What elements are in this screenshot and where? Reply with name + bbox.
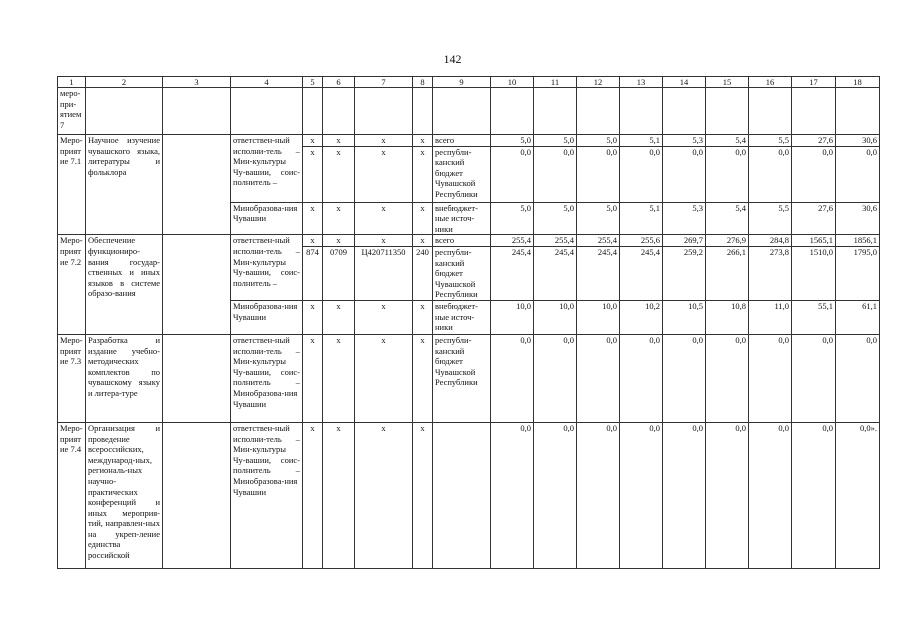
value-cell: 0,0 <box>491 146 534 202</box>
value-cell: 0,0 <box>620 422 663 568</box>
code-cell: х <box>355 235 413 247</box>
value-cell: 5,0 <box>534 202 577 235</box>
value-cell: 255,6 <box>620 235 663 247</box>
value-cell: 30,6 <box>836 202 880 235</box>
column-header: 18 <box>836 77 880 88</box>
code-cell: х <box>355 334 413 422</box>
code-cell: х <box>413 235 433 247</box>
table-row <box>58 88 880 135</box>
code-cell: 0709 <box>323 246 355 300</box>
value-cell: 0,0». <box>836 422 880 568</box>
column-header: 13 <box>620 77 663 88</box>
value-cell: 269,7 <box>663 235 706 247</box>
funding-source-cell: внебюджет-ные источ-ники <box>433 202 491 235</box>
code-cell: х <box>413 334 433 422</box>
table-row <box>58 235 880 247</box>
empty-cell <box>534 88 577 135</box>
value-cell: 0,0 <box>534 334 577 422</box>
code-cell: х <box>355 146 413 202</box>
event-label-cell: Меро-приятие 7.1 <box>58 135 86 235</box>
value-cell: 245,4 <box>620 246 663 300</box>
value-cell: 5,0 <box>577 135 620 147</box>
value-cell: 0,0 <box>620 146 663 202</box>
code-cell: х <box>303 235 323 247</box>
value-cell: 0,0 <box>749 422 792 568</box>
value-cell: 0,0 <box>534 146 577 202</box>
empty-cell <box>163 422 231 568</box>
funding-source-cell: республи-канский бюджет Чувашской Республики <box>433 334 491 422</box>
page-number: 142 <box>443 52 462 66</box>
value-cell: 0,0 <box>749 146 792 202</box>
value-cell: 0,0 <box>577 334 620 422</box>
column-header: 9 <box>433 77 491 88</box>
code-cell: х <box>323 135 355 147</box>
event-label-cell: Меро-приятие 7.2 <box>58 235 86 335</box>
responsible-cell: ответствен-ный исполни-тель – Мин-культуры Чу-вашии, соис-полнитель – <box>231 135 303 203</box>
empty-cell <box>706 88 749 135</box>
responsible-cell: ответствен-ный исполни-тель – Мин-культуры Чу-вашии, соис-полнитель – Минобразова-ния Чувашии <box>231 422 303 568</box>
value-cell: 5,4 <box>706 135 749 147</box>
column-header: 5 <box>303 77 323 88</box>
value-cell: 266,1 <box>706 246 749 300</box>
event-name-cell: Организация и проведение всероссийских, международ-ных, региональ-ных научно-практических конференций и иных мероприя-тий, направлен-ных на укреп-ление единства российской <box>86 422 163 568</box>
value-cell: 0,0 <box>706 146 749 202</box>
empty-cell <box>577 88 620 135</box>
event-name-cell: Разработка и издание учебно-методических комплектов по чувашскому языку и литера-туре <box>86 334 163 422</box>
code-cell: х <box>323 202 355 235</box>
code-cell: х <box>355 135 413 147</box>
code-cell: 874 <box>303 246 323 300</box>
code-cell: х <box>323 146 355 202</box>
value-cell: 55,1 <box>792 300 836 334</box>
funding-source-cell: всего <box>433 235 491 247</box>
value-cell: 259,2 <box>663 246 706 300</box>
column-header: 12 <box>577 77 620 88</box>
event-label-cell: Меро-приятие 7.3 <box>58 334 86 422</box>
code-cell: х <box>355 202 413 235</box>
budget-table <box>57 76 880 569</box>
column-header: 15 <box>706 77 749 88</box>
responsible-cell: ответствен-ный исполни-тель – Мин-культуры Чу-вашии, соис-полнитель – <box>231 235 303 301</box>
column-header: 10 <box>491 77 534 88</box>
column-header: 4 <box>231 77 303 88</box>
value-cell: 5,5 <box>749 202 792 235</box>
empty-cell <box>163 235 231 335</box>
empty-cell <box>620 88 663 135</box>
value-cell: 5,3 <box>663 135 706 147</box>
value-cell: 1795,0 <box>836 246 880 300</box>
empty-cell <box>323 88 355 135</box>
column-header: 17 <box>792 77 836 88</box>
value-cell: 273,8 <box>749 246 792 300</box>
value-cell: 5,4 <box>706 202 749 235</box>
funding-source-cell <box>433 422 491 568</box>
value-cell: 5,1 <box>620 135 663 147</box>
empty-cell <box>163 135 231 235</box>
column-header: 8 <box>413 77 433 88</box>
value-cell: 30,6 <box>836 135 880 147</box>
code-cell: х <box>323 300 355 334</box>
code-cell: х <box>323 422 355 568</box>
empty-cell <box>163 88 231 135</box>
column-header: 11 <box>534 77 577 88</box>
value-cell: 0,0 <box>534 422 577 568</box>
code-cell: х <box>413 422 433 568</box>
funding-source-cell: республи-канский бюджет Чувашской Республики <box>433 146 491 202</box>
column-header: 7 <box>355 77 413 88</box>
table-row <box>58 422 880 568</box>
code-cell: х <box>303 300 323 334</box>
value-cell: 10,0 <box>577 300 620 334</box>
value-cell: 5,0 <box>491 135 534 147</box>
code-cell: х <box>413 135 433 147</box>
empty-cell <box>86 88 163 135</box>
value-cell: 0,0 <box>663 422 706 568</box>
responsible-cell: Минобразова-ния Чувашии <box>231 300 303 334</box>
value-cell: 0,0 <box>792 146 836 202</box>
value-cell: 27,6 <box>792 202 836 235</box>
value-cell: 10,0 <box>491 300 534 334</box>
column-header: 1 <box>58 77 86 88</box>
value-cell: 5,5 <box>749 135 792 147</box>
value-cell: 1510,0 <box>792 246 836 300</box>
value-cell: 0,0 <box>749 334 792 422</box>
code-cell: Ц420711350 <box>355 246 413 300</box>
value-cell: 5,1 <box>620 202 663 235</box>
column-header: 2 <box>86 77 163 88</box>
empty-cell <box>749 88 792 135</box>
code-cell: х <box>303 202 323 235</box>
value-cell: 0,0 <box>577 146 620 202</box>
empty-cell <box>163 334 231 422</box>
value-cell: 276,9 <box>706 235 749 247</box>
value-cell: 0,0 <box>792 422 836 568</box>
value-cell: 0,0 <box>836 146 880 202</box>
empty-cell <box>413 88 433 135</box>
funding-source-cell: всего <box>433 135 491 147</box>
empty-cell <box>792 88 836 135</box>
code-cell: х <box>303 422 323 568</box>
value-cell: 0,0 <box>706 422 749 568</box>
value-cell: 0,0 <box>706 334 749 422</box>
column-header: 3 <box>163 77 231 88</box>
event-label-cell: меро-при-ятием 7 <box>58 88 86 135</box>
value-cell: 5,0 <box>491 202 534 235</box>
column-header: 16 <box>749 77 792 88</box>
code-cell: х <box>413 202 433 235</box>
value-cell: 10,8 <box>706 300 749 334</box>
code-cell: х <box>323 334 355 422</box>
value-cell: 1856,1 <box>836 235 880 247</box>
value-cell: 10,2 <box>620 300 663 334</box>
value-cell: 0,0 <box>491 422 534 568</box>
responsible-cell: Минобразова-ния Чувашии <box>231 202 303 235</box>
value-cell: 11,0 <box>749 300 792 334</box>
value-cell: 0,0 <box>491 334 534 422</box>
value-cell: 0,0 <box>663 334 706 422</box>
empty-cell <box>231 88 303 135</box>
value-cell: 0,0 <box>836 334 880 422</box>
value-cell: 5,0 <box>534 135 577 147</box>
table-row <box>58 135 880 147</box>
event-name-cell: Обеспечение функциониро-вания государ-ственных и иных языков в системе образо-вания <box>86 235 163 335</box>
value-cell: 245,4 <box>491 246 534 300</box>
value-cell: 10,5 <box>663 300 706 334</box>
value-cell: 0,0 <box>577 422 620 568</box>
value-cell: 27,6 <box>792 135 836 147</box>
empty-cell <box>663 88 706 135</box>
value-cell: 255,4 <box>491 235 534 247</box>
value-cell: 255,4 <box>577 235 620 247</box>
code-cell: х <box>413 146 433 202</box>
empty-cell <box>836 88 880 135</box>
value-cell: 61,1 <box>836 300 880 334</box>
value-cell: 0,0 <box>620 334 663 422</box>
column-header: 14 <box>663 77 706 88</box>
value-cell: 245,4 <box>577 246 620 300</box>
empty-cell <box>433 88 491 135</box>
funding-source-cell: республи-канский бюджет Чувашской Республики <box>433 246 491 300</box>
table-row <box>58 334 880 422</box>
code-cell: х <box>355 300 413 334</box>
code-cell: х <box>413 300 433 334</box>
value-cell: 0,0 <box>792 334 836 422</box>
empty-cell <box>355 88 413 135</box>
code-cell: х <box>303 146 323 202</box>
empty-cell <box>491 88 534 135</box>
value-cell: 5,3 <box>663 202 706 235</box>
empty-cell <box>303 88 323 135</box>
value-cell: 0,0 <box>663 146 706 202</box>
value-cell: 1565,1 <box>792 235 836 247</box>
event-name-cell: Научное изучение чувашского языка, литературы и фольклора <box>86 135 163 235</box>
value-cell: 10,0 <box>534 300 577 334</box>
responsible-cell: ответствен-ный исполни-тель – Мин-культуры Чу-вашии, соис-полнитель – Минобразова-ния Чувашии <box>231 334 303 422</box>
value-cell: 5,0 <box>577 202 620 235</box>
column-header: 6 <box>323 77 355 88</box>
funding-source-cell: внебюджет-ные источ-ники <box>433 300 491 334</box>
value-cell: 245,4 <box>534 246 577 300</box>
value-cell: 284,8 <box>749 235 792 247</box>
code-cell: х <box>303 334 323 422</box>
code-cell: 240 <box>413 246 433 300</box>
value-cell: 255,4 <box>534 235 577 247</box>
code-cell: х <box>303 135 323 147</box>
header-row <box>58 77 880 88</box>
event-label-cell: Меро-приятие 7.4 <box>58 422 86 568</box>
code-cell: х <box>323 235 355 247</box>
code-cell: х <box>355 422 413 568</box>
